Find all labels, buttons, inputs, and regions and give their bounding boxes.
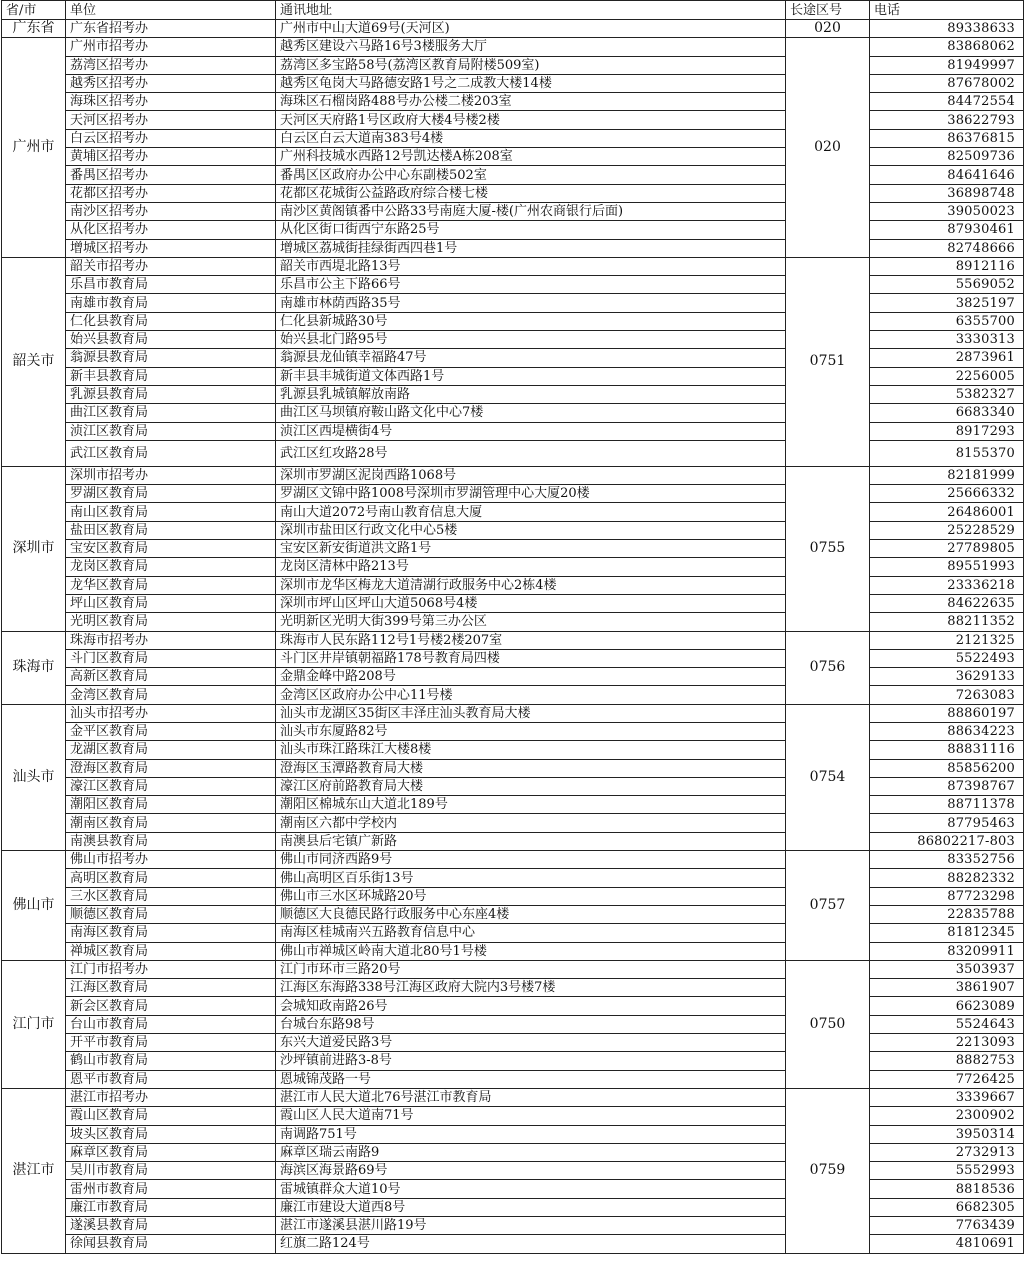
table-row [2,979,1024,997]
address-cell: 番禺区区政府办公中心东副楼502室 [276,166,786,184]
phone-cell: 2256005 [870,367,1024,385]
unit-cell: 坪山区教育局 [66,594,276,612]
address-cell: 佛山高明区百乐街13号 [276,869,786,887]
phone-cell: 3339667 [870,1088,1024,1106]
address-cell: 濠江区府前路教育局大楼 [276,777,786,795]
address-cell: 霞山区人民大道南71号 [276,1107,786,1125]
table-row [2,1217,1024,1235]
phone-cell: 25228529 [870,521,1024,539]
phone-cell: 6682305 [870,1198,1024,1216]
address-cell: 顺德区大良德民路行政服务中心东座4楼 [276,905,786,923]
phone-cell: 3950314 [870,1125,1024,1143]
phone-cell: 39050023 [870,202,1024,220]
unit-cell: 深圳市招考办 [66,466,276,484]
address-cell: 光明新区光明大街399号第三办公区 [276,613,786,631]
address-cell: 越秀区建设六马路16号3楼服务大厅 [276,38,786,56]
phone-cell: 23336218 [870,576,1024,594]
phone-cell: 3825197 [870,294,1024,312]
table-row [2,221,1024,239]
phone-cell: 88211352 [870,613,1024,631]
table-row [2,905,1024,923]
phone-cell: 87930461 [870,221,1024,239]
unit-cell: 乳源县教育局 [66,385,276,403]
phone-cell: 8155370 [870,440,1024,466]
phone-cell: 86802217-803 [870,832,1024,850]
table-row [2,997,1024,1015]
unit-cell: 荔湾区招考办 [66,56,276,74]
address-cell: 珠海市人民东路112号1号楼2楼207室 [276,631,786,649]
table-row [2,594,1024,612]
header-phone: 电话 [870,1,1024,20]
unit-cell: 佛山市招考办 [66,851,276,869]
table-row [2,294,1024,312]
area-code-cell: 0757 [786,851,870,961]
unit-cell: 南海区教育局 [66,924,276,942]
address-cell: 韶关市西堤北路13号 [276,257,786,275]
unit-cell: 金湾区教育局 [66,686,276,704]
phone-cell: 2121325 [870,631,1024,649]
unit-cell: 海珠区招考办 [66,93,276,111]
unit-cell: 高新区教育局 [66,668,276,686]
area-code-cell: 0755 [786,466,870,631]
table-row [2,385,1024,403]
phone-cell: 87398767 [870,777,1024,795]
address-cell: 湛江市遂溪县湛川路19号 [276,1217,786,1235]
unit-cell: 鹤山市教育局 [66,1052,276,1070]
city-cell: 湛江市 [2,1088,66,1253]
phone-cell: 6355700 [870,312,1024,330]
unit-cell: 花都区招考办 [66,184,276,202]
address-cell: 南澳县后宅镇广新路 [276,832,786,850]
unit-cell: 光明区教育局 [66,613,276,631]
address-cell: 海珠区石榴岗路488号办公楼二楼203室 [276,93,786,111]
unit-cell: 南山区教育局 [66,503,276,521]
table-row [2,668,1024,686]
unit-cell: 从化区招考办 [66,221,276,239]
phone-cell: 2300902 [870,1107,1024,1125]
phone-cell: 8818536 [870,1180,1024,1198]
phone-cell: 5569052 [870,276,1024,294]
phone-cell: 83209911 [870,942,1024,960]
address-cell: 会城知政南路26号 [276,997,786,1015]
address-cell: 东兴大道爱民路3号 [276,1034,786,1052]
city-cell: 珠海市 [2,631,66,704]
table-row [2,111,1024,129]
unit-cell: 坡头区教育局 [66,1125,276,1143]
phone-cell: 8882753 [870,1052,1024,1070]
table-row [2,686,1024,704]
table-row [2,887,1024,905]
table-row [2,1198,1024,1216]
phone-cell: 2732913 [870,1143,1024,1161]
phone-cell: 82748666 [870,239,1024,257]
address-cell: 红旗二路124号 [276,1235,786,1253]
phone-cell: 88634223 [870,722,1024,740]
phone-cell: 7263083 [870,686,1024,704]
unit-cell: 南澳县教育局 [66,832,276,850]
area-code-cell: 0754 [786,704,870,850]
phone-cell: 38622793 [870,111,1024,129]
phone-cell: 6683340 [870,404,1024,422]
phone-cell: 5522493 [870,649,1024,667]
table-row [2,796,1024,814]
table-row [2,422,1024,440]
address-cell: 潮南区六都中学校内 [276,814,786,832]
table-row [2,704,1024,722]
address-cell: 深圳市罗湖区泥岗西路1068号 [276,466,786,484]
table-row [2,1235,1024,1253]
phone-cell: 89551993 [870,558,1024,576]
phone-cell: 86376815 [870,129,1024,147]
unit-cell: 新丰县教育局 [66,367,276,385]
header-unit: 单位 [66,1,276,20]
table-row [2,440,1024,466]
table-row [2,331,1024,349]
table-row [2,1088,1024,1106]
table-row [2,1143,1024,1161]
unit-cell: 吴川市教育局 [66,1162,276,1180]
unit-cell: 始兴县教育局 [66,331,276,349]
table-row [2,869,1024,887]
table-row [2,56,1024,74]
city-cell: 广州市 [2,38,66,258]
unit-cell: 霞山区教育局 [66,1107,276,1125]
address-cell: 乳源县乳城镇解放南路 [276,385,786,403]
city-cell: 佛山市 [2,851,66,961]
address-cell: 武江区红攻路28号 [276,440,786,466]
table-row [2,257,1024,275]
unit-cell: 湛江市招考办 [66,1088,276,1106]
address-cell: 增城区荔城街挂绿街西四巷1号 [276,239,786,257]
address-cell: 南海区桂城南兴五路教育信息中心 [276,924,786,942]
unit-cell: 曲江区教育局 [66,404,276,422]
address-cell: 江海区东海路338号江海区政府大院内3号楼7楼 [276,979,786,997]
address-cell: 白云区白云大道南383号4楼 [276,129,786,147]
area-code-cell: 020 [786,38,870,258]
phone-cell: 7726425 [870,1070,1024,1088]
phone-cell: 5524643 [870,1015,1024,1033]
city-cell: 深圳市 [2,466,66,631]
address-cell: 麻章区瑞云南路9 [276,1143,786,1161]
phone-cell: 3330313 [870,331,1024,349]
table-row [2,960,1024,978]
unit-cell: 浈江区教育局 [66,422,276,440]
phone-cell: 81949997 [870,56,1024,74]
unit-cell: 新会区教育局 [66,997,276,1015]
city-cell: 江门市 [2,960,66,1088]
table-row [2,613,1024,631]
phone-cell: 88831116 [870,741,1024,759]
address-cell: 广州市中山大道69号(天河区) [276,20,786,38]
phone-cell: 84622635 [870,594,1024,612]
unit-cell: 汕头市招考办 [66,704,276,722]
address-cell: 南调路751号 [276,1125,786,1143]
table-row [2,777,1024,795]
unit-cell: 江海区教育局 [66,979,276,997]
unit-cell: 澄海区教育局 [66,759,276,777]
unit-cell: 罗湖区教育局 [66,485,276,503]
unit-cell: 恩平市教育局 [66,1070,276,1088]
table-row [2,38,1024,56]
table-row [2,851,1024,869]
unit-cell: 广东省招考办 [66,20,276,38]
unit-cell: 南沙区招考办 [66,202,276,220]
phone-cell: 87795463 [870,814,1024,832]
table-row [2,349,1024,367]
phone-cell: 88860197 [870,704,1024,722]
unit-cell: 金平区教育局 [66,722,276,740]
unit-cell: 龙岗区教育局 [66,558,276,576]
table-row [2,1107,1024,1125]
table-row [2,20,1024,38]
address-cell: 金湾区区政府办公中心11号楼 [276,686,786,704]
phone-cell: 3503937 [870,960,1024,978]
address-cell: 广州科技城水西路12号凯达楼A栋208室 [276,148,786,166]
address-cell: 龙岗区清林中路213号 [276,558,786,576]
unit-cell: 濠江区教育局 [66,777,276,795]
area-code-cell: 020 [786,20,870,38]
unit-cell: 珠海市招考办 [66,631,276,649]
header-province-city: 省/市 [2,1,66,20]
table-row [2,832,1024,850]
phone-cell: 88282332 [870,869,1024,887]
header-area-code: 长途区号 [786,1,870,20]
unit-cell: 龙华区教育局 [66,576,276,594]
address-cell: 佛山市禅城区岭南大道北80号1号楼 [276,942,786,960]
address-cell: 沙坪镇前进路3-8号 [276,1052,786,1070]
unit-cell: 三水区教育局 [66,887,276,905]
table-row [2,924,1024,942]
unit-cell: 白云区招考办 [66,129,276,147]
unit-cell: 南雄市教育局 [66,294,276,312]
address-cell: 海滨区海景路69号 [276,1162,786,1180]
table-row [2,148,1024,166]
table-row [2,312,1024,330]
address-cell: 南山大道2072号南山教育信息大厦 [276,503,786,521]
table-row [2,741,1024,759]
unit-cell: 天河区招考办 [66,111,276,129]
city-cell: 汕头市 [2,704,66,850]
table-row [2,1125,1024,1143]
address-cell: 仁化县新城路30号 [276,312,786,330]
table-row [2,485,1024,503]
contact-table [1,0,1024,1254]
area-code-cell: 0759 [786,1088,870,1253]
phone-cell: 7763439 [870,1217,1024,1235]
table-row [2,74,1024,92]
address-cell: 越秀区龟岗大马路德安路1号之二成教大楼14楼 [276,74,786,92]
unit-cell: 宝安区教育局 [66,540,276,558]
unit-cell: 增城区招考办 [66,239,276,257]
phone-cell: 82181999 [870,466,1024,484]
unit-cell: 韶关市招考办 [66,257,276,275]
phone-cell: 22835788 [870,905,1024,923]
address-cell: 深圳市盐田区行政文化中心5楼 [276,521,786,539]
header-row [2,1,1024,20]
address-cell: 汕头市东厦路82号 [276,722,786,740]
phone-cell: 84641646 [870,166,1024,184]
unit-cell: 乐昌市教育局 [66,276,276,294]
address-cell: 深圳市龙华区梅龙大道清湖行政服务中心2栋4楼 [276,576,786,594]
phone-cell: 36898748 [870,184,1024,202]
table-row [2,1180,1024,1198]
table-row [2,202,1024,220]
table-row [2,722,1024,740]
table-row [2,1162,1024,1180]
unit-cell: 遂溪县教育局 [66,1217,276,1235]
table-row [2,503,1024,521]
address-cell: 佛山市同济西路9号 [276,851,786,869]
address-cell: 南沙区黄阁镇番中公路33号南庭大厦-楼(广州农商银行后面) [276,202,786,220]
table-row [2,129,1024,147]
unit-cell: 斗门区教育局 [66,649,276,667]
address-cell: 廉江市建设大道西8号 [276,1198,786,1216]
phone-cell: 82509736 [870,148,1024,166]
unit-cell: 开平市教育局 [66,1034,276,1052]
address-cell: 台城台东路98号 [276,1015,786,1033]
phone-cell: 25666332 [870,485,1024,503]
header-address: 通讯地址 [276,1,786,20]
table-row [2,466,1024,484]
unit-cell: 番禺区招考办 [66,166,276,184]
area-code-cell: 0750 [786,960,870,1088]
address-cell: 汕头市珠江路珠江大楼8楼 [276,741,786,759]
area-code-cell: 0756 [786,631,870,704]
table-row [2,166,1024,184]
phone-cell: 88711378 [870,796,1024,814]
address-cell: 雷城镇群众大道10号 [276,1180,786,1198]
phone-cell: 87678002 [870,74,1024,92]
phone-cell: 2873961 [870,349,1024,367]
phone-cell: 83868062 [870,38,1024,56]
table-row [2,814,1024,832]
address-cell: 潮阳区棉城东山大道北189号 [276,796,786,814]
address-cell: 汕头市龙湖区35街区丰泽庄汕头教育局大楼 [276,704,786,722]
phone-cell: 85856200 [870,759,1024,777]
address-cell: 曲江区马坝镇府鞍山路文化中心7楼 [276,404,786,422]
unit-cell: 翁源县教育局 [66,349,276,367]
unit-cell: 潮阳区教育局 [66,796,276,814]
unit-cell: 江门市招考办 [66,960,276,978]
table-row [2,1052,1024,1070]
table-row [2,521,1024,539]
unit-cell: 顺德区教育局 [66,905,276,923]
area-code-cell: 0751 [786,257,870,466]
phone-cell: 84472554 [870,93,1024,111]
address-cell: 浈江区西堤横街4号 [276,422,786,440]
table-row [2,1034,1024,1052]
unit-cell: 禅城区教育局 [66,942,276,960]
address-cell: 恩城锦茂路一号 [276,1070,786,1088]
phone-cell: 26486001 [870,503,1024,521]
address-cell: 翁源县龙仙镇幸福路47号 [276,349,786,367]
table-body [2,20,1024,1254]
phone-cell: 2213093 [870,1034,1024,1052]
table-row [2,631,1024,649]
table-row [2,942,1024,960]
address-cell: 南雄市林荫西路35号 [276,294,786,312]
unit-cell: 仁化县教育局 [66,312,276,330]
table-row [2,576,1024,594]
phone-cell: 83352756 [870,851,1024,869]
phone-cell: 3629133 [870,668,1024,686]
table-row [2,93,1024,111]
unit-cell: 盐田区教育局 [66,521,276,539]
city-cell: 韶关市 [2,257,66,466]
phone-cell: 5552993 [870,1162,1024,1180]
phone-cell: 4810691 [870,1235,1024,1253]
unit-cell: 廉江市教育局 [66,1198,276,1216]
address-cell: 宝安区新安街道洪文路1号 [276,540,786,558]
address-cell: 乐昌市公主下路66号 [276,276,786,294]
address-cell: 始兴县北门路95号 [276,331,786,349]
unit-cell: 徐闻县教育局 [66,1235,276,1253]
address-cell: 斗门区井岸镇朝福路178号教育局四楼 [276,649,786,667]
address-cell: 澄海区玉潭路教育局大楼 [276,759,786,777]
table-row [2,558,1024,576]
table-row [2,1015,1024,1033]
address-cell: 新丰县丰城街道文体西路1号 [276,367,786,385]
table-row [2,276,1024,294]
unit-cell: 越秀区招考办 [66,74,276,92]
address-cell: 天河区天府路1号区政府大楼4号楼2楼 [276,111,786,129]
address-cell: 花都区花城街公益路政府综合楼七楼 [276,184,786,202]
phone-cell: 5382327 [870,385,1024,403]
table-row [2,239,1024,257]
table-row [2,649,1024,667]
unit-cell: 广州市招考办 [66,38,276,56]
phone-cell: 89338633 [870,20,1024,38]
city-cell: 广东省 [2,20,66,38]
address-cell: 从化区街口街西宁东路25号 [276,221,786,239]
phone-cell: 6623089 [870,997,1024,1015]
unit-cell: 龙湖区教育局 [66,741,276,759]
unit-cell: 武江区教育局 [66,440,276,466]
phone-cell: 87723298 [870,887,1024,905]
address-cell: 佛山市三水区环城路20号 [276,887,786,905]
unit-cell: 台山市教育局 [66,1015,276,1033]
phone-cell: 8917293 [870,422,1024,440]
table-row [2,367,1024,385]
address-cell: 湛江市人民大道北76号湛江市教育局 [276,1088,786,1106]
address-cell: 金鼎金峰中路208号 [276,668,786,686]
table-row [2,759,1024,777]
table-row [2,1070,1024,1088]
unit-cell: 高明区教育局 [66,869,276,887]
address-cell: 江门市环市三路20号 [276,960,786,978]
address-cell: 深圳市坪山区坪山大道5068号4楼 [276,594,786,612]
phone-cell: 3861907 [870,979,1024,997]
unit-cell: 黄埔区招考办 [66,148,276,166]
table-row [2,540,1024,558]
unit-cell: 潮南区教育局 [66,814,276,832]
phone-cell: 8912116 [870,257,1024,275]
phone-cell: 81812345 [870,924,1024,942]
table-row [2,404,1024,422]
phone-cell: 27789805 [870,540,1024,558]
table-row [2,184,1024,202]
unit-cell: 雷州市教育局 [66,1180,276,1198]
address-cell: 荔湾区多宝路58号(荔湾区教育局附楼509室) [276,56,786,74]
address-cell: 罗湖区文锦中路1008号深圳市罗湖管理中心大厦20楼 [276,485,786,503]
unit-cell: 麻章区教育局 [66,1143,276,1161]
